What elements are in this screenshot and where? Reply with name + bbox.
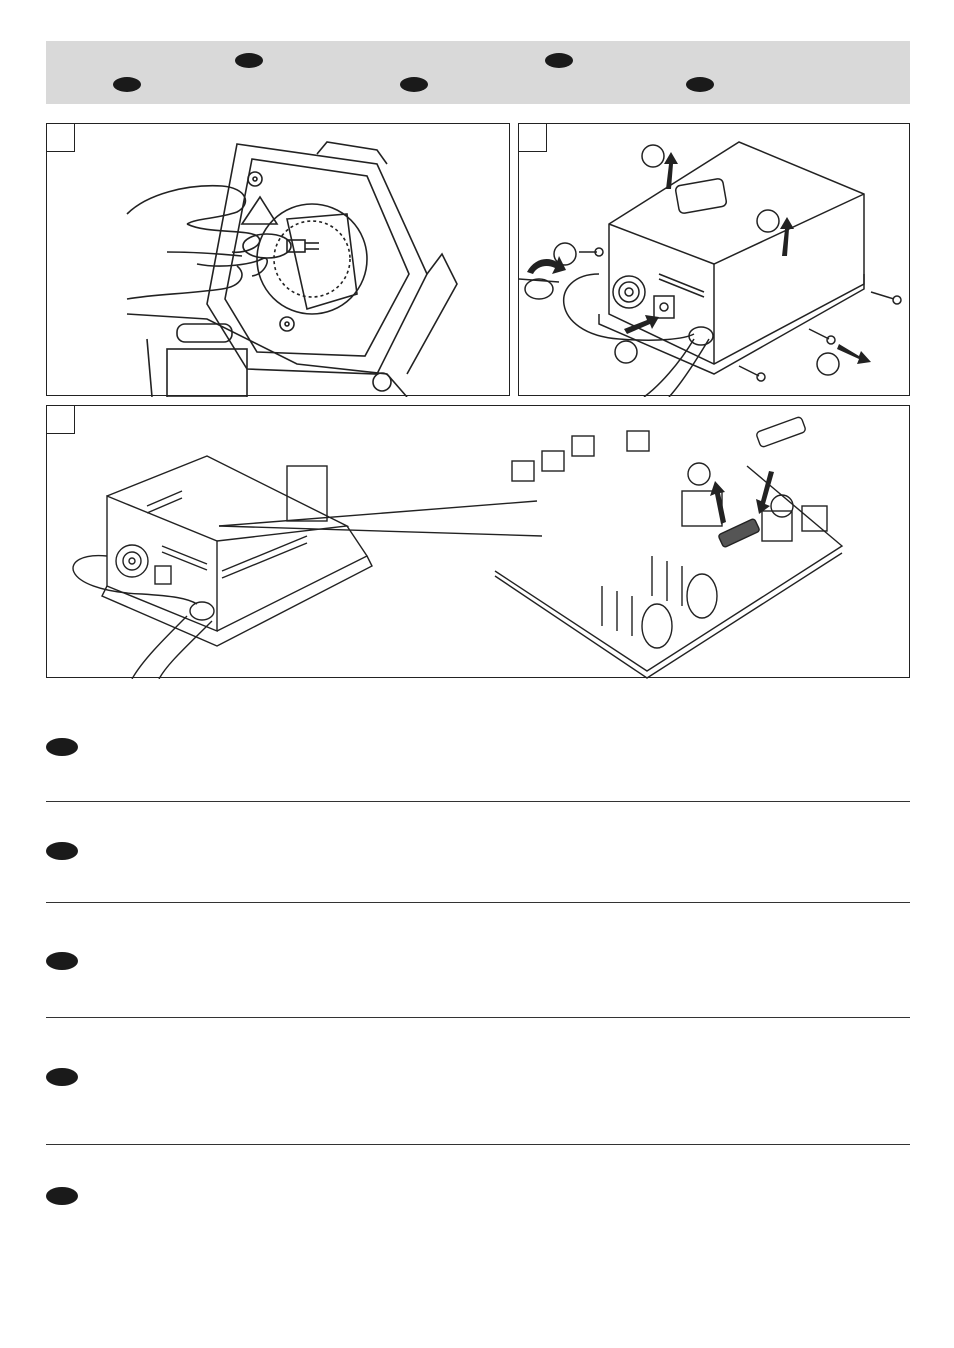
language-marker [686, 77, 714, 92]
section-language-marker [46, 1068, 78, 1086]
language-marker [545, 53, 573, 68]
language-header-band [46, 41, 910, 104]
fuse-replacement-illustration [47, 406, 911, 679]
section-divider [46, 1017, 910, 1018]
figure-ballast-box [518, 123, 910, 396]
language-marker [400, 77, 428, 92]
section-language-marker [46, 842, 78, 860]
figure-lamp-replacement [46, 123, 510, 396]
section-divider [46, 902, 910, 903]
section-divider [46, 1144, 910, 1145]
section-language-marker [46, 738, 78, 756]
section-language-marker [46, 952, 78, 970]
section-language-marker [46, 1187, 78, 1205]
lamp-replacement-illustration [47, 124, 511, 397]
language-marker [113, 77, 141, 92]
section-divider [46, 801, 910, 802]
language-marker [235, 53, 263, 68]
ballast-box-illustration [519, 124, 911, 397]
figure-fuse-replacement [46, 405, 910, 678]
